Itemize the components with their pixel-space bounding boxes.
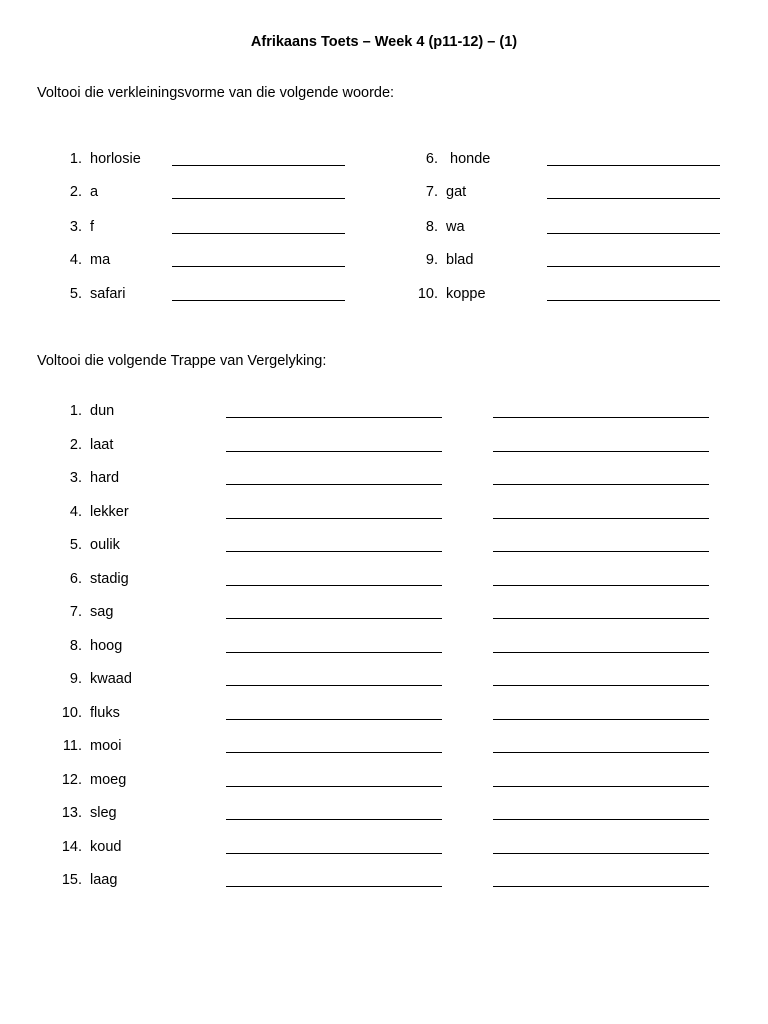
item-number: 13. bbox=[61, 805, 82, 821]
comparative-answer-line[interactable] bbox=[226, 786, 442, 787]
item-word: koud bbox=[90, 839, 122, 855]
comparative-answer-line[interactable] bbox=[226, 551, 442, 552]
answer-line[interactable] bbox=[547, 233, 720, 234]
item-number: 1. bbox=[69, 403, 82, 419]
section1-instruction: Voltooi die verkleiningsvorme van die volgende woorde: bbox=[37, 85, 395, 101]
exercise-row bbox=[0, 839, 768, 859]
exercise-row bbox=[0, 151, 768, 171]
exercise-row bbox=[0, 537, 768, 557]
answer-line[interactable] bbox=[547, 266, 720, 267]
answer-line[interactable] bbox=[547, 300, 720, 301]
exercise-row bbox=[0, 872, 768, 892]
answer-line[interactable] bbox=[172, 198, 345, 199]
item-word: sleg bbox=[90, 805, 117, 821]
item-word: sag bbox=[90, 604, 114, 620]
item-word: kwaad bbox=[90, 671, 132, 687]
page-title: Afrikaans Toets – Week 4 (p11-12) – (1) bbox=[250, 34, 518, 50]
item-number: 9. bbox=[425, 252, 438, 268]
item-word: mooi bbox=[90, 738, 122, 754]
exercise-row bbox=[0, 638, 768, 658]
comparative-answer-line[interactable] bbox=[226, 484, 442, 485]
exercise-row bbox=[0, 286, 768, 306]
comparative-answer-line[interactable] bbox=[226, 752, 442, 753]
answer-line[interactable] bbox=[547, 165, 720, 166]
item-word: laat bbox=[90, 437, 114, 453]
item-number: 9. bbox=[69, 671, 82, 687]
item-number: 6. bbox=[425, 151, 438, 167]
exercise-row bbox=[0, 252, 768, 272]
item-word: stadig bbox=[90, 571, 129, 587]
item-word: dun bbox=[90, 403, 115, 419]
item-word: safari bbox=[90, 286, 126, 302]
answer-line[interactable] bbox=[172, 165, 345, 166]
item-word: fluks bbox=[90, 705, 120, 721]
item-word: gat bbox=[446, 184, 467, 200]
exercise-row bbox=[0, 604, 768, 624]
comparative-answer-line[interactable] bbox=[226, 719, 442, 720]
comparative-answer-line[interactable] bbox=[226, 451, 442, 452]
superlative-answer-line[interactable] bbox=[493, 685, 709, 686]
superlative-answer-line[interactable] bbox=[493, 819, 709, 820]
item-word: koppe bbox=[446, 286, 486, 302]
item-word: a bbox=[90, 184, 99, 200]
superlative-answer-line[interactable] bbox=[493, 618, 709, 619]
exercise-row bbox=[0, 671, 768, 691]
exercise-row bbox=[0, 738, 768, 758]
exercise-row bbox=[0, 705, 768, 725]
item-number: 8. bbox=[69, 638, 82, 654]
superlative-answer-line[interactable] bbox=[493, 551, 709, 552]
exercise-row bbox=[0, 470, 768, 490]
item-number: 4. bbox=[69, 504, 82, 520]
item-word: oulik bbox=[90, 537, 120, 553]
superlative-answer-line[interactable] bbox=[493, 585, 709, 586]
item-number: 2. bbox=[69, 184, 82, 200]
item-word: moeg bbox=[90, 772, 127, 788]
item-number: 15. bbox=[61, 872, 82, 888]
item-word: hard bbox=[90, 470, 120, 486]
comparative-answer-line[interactable] bbox=[226, 518, 442, 519]
superlative-answer-line[interactable] bbox=[493, 518, 709, 519]
answer-line[interactable] bbox=[547, 198, 720, 199]
item-number: 7. bbox=[425, 184, 438, 200]
item-word: hoog bbox=[90, 638, 123, 654]
item-word: laag bbox=[90, 872, 118, 888]
exercise-row bbox=[0, 219, 768, 239]
item-number: 10. bbox=[417, 286, 438, 302]
item-number: 1. bbox=[69, 151, 82, 167]
item-word: horlosie bbox=[90, 151, 141, 167]
superlative-answer-line[interactable] bbox=[493, 786, 709, 787]
item-number: 5. bbox=[69, 286, 82, 302]
superlative-answer-line[interactable] bbox=[493, 652, 709, 653]
item-number: 3. bbox=[69, 219, 82, 235]
comparative-answer-line[interactable] bbox=[226, 585, 442, 586]
item-word: f bbox=[90, 219, 95, 235]
answer-line[interactable] bbox=[172, 266, 345, 267]
comparative-answer-line[interactable] bbox=[226, 417, 442, 418]
item-number: 5. bbox=[69, 537, 82, 553]
item-number: 14. bbox=[61, 839, 82, 855]
superlative-answer-line[interactable] bbox=[493, 484, 709, 485]
item-number: 3. bbox=[69, 470, 82, 486]
superlative-answer-line[interactable] bbox=[493, 417, 709, 418]
item-word: wa bbox=[446, 219, 465, 235]
superlative-answer-line[interactable] bbox=[493, 719, 709, 720]
comparative-answer-line[interactable] bbox=[226, 886, 442, 887]
item-number: 4. bbox=[69, 252, 82, 268]
item-word: honde bbox=[446, 151, 491, 167]
answer-line[interactable] bbox=[172, 300, 345, 301]
item-number: 8. bbox=[425, 219, 438, 235]
item-number: 2. bbox=[69, 437, 82, 453]
item-word: blad bbox=[446, 252, 474, 268]
exercise-row bbox=[0, 772, 768, 792]
item-number: 11. bbox=[62, 738, 82, 754]
exercise-row bbox=[0, 571, 768, 591]
exercise-row bbox=[0, 805, 768, 825]
section2-instruction: Voltooi die volgende Trappe van Vergelyking: bbox=[37, 353, 327, 369]
superlative-answer-line[interactable] bbox=[493, 451, 709, 452]
superlative-answer-line[interactable] bbox=[493, 886, 709, 887]
comparative-answer-line[interactable] bbox=[226, 685, 442, 686]
comparative-answer-line[interactable] bbox=[226, 652, 442, 653]
answer-line[interactable] bbox=[172, 233, 345, 234]
superlative-answer-line[interactable] bbox=[493, 752, 709, 753]
item-number: 10. bbox=[61, 705, 82, 721]
item-number: 7. bbox=[69, 604, 82, 620]
item-number: 6. bbox=[69, 571, 82, 587]
exercise-row bbox=[0, 504, 768, 524]
item-word: ma bbox=[90, 252, 111, 268]
comparative-answer-line[interactable] bbox=[226, 853, 442, 854]
item-word: lekker bbox=[90, 504, 129, 520]
exercise-row bbox=[0, 437, 768, 457]
comparative-answer-line[interactable] bbox=[226, 819, 442, 820]
exercise-row bbox=[0, 403, 768, 423]
comparative-answer-line[interactable] bbox=[226, 618, 442, 619]
superlative-answer-line[interactable] bbox=[493, 853, 709, 854]
item-number: 12. bbox=[61, 772, 82, 788]
exercise-row bbox=[0, 184, 768, 204]
